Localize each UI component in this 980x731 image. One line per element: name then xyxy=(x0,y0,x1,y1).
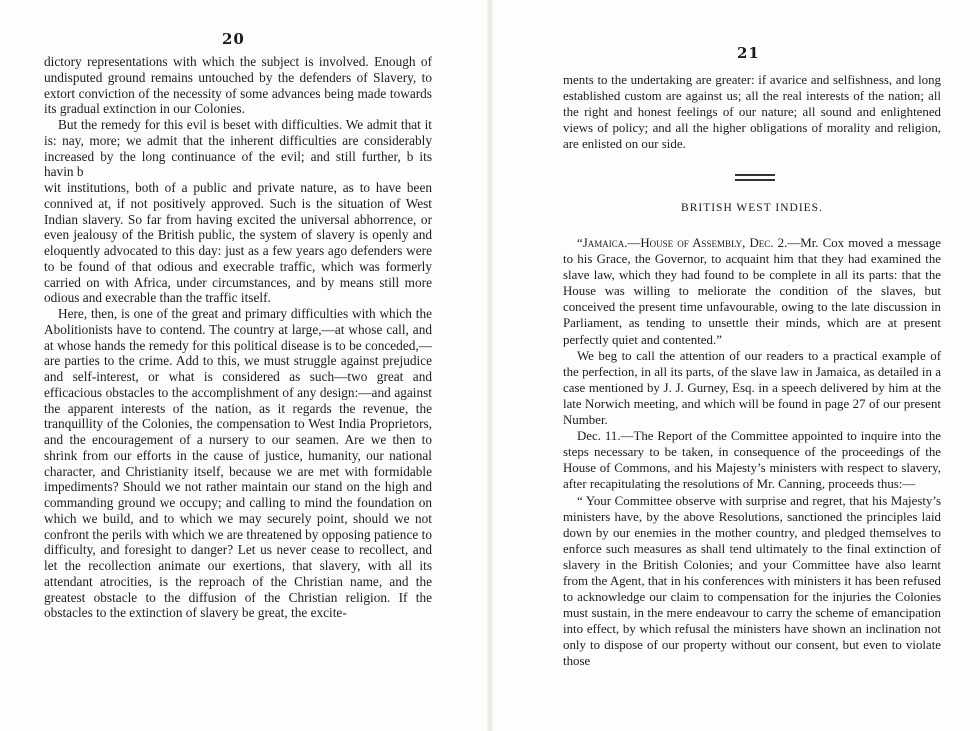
left-paragraph-2: But the remedy for this evil is beset with difficulties. We admit that it is: nay, more; we admit that the inherent difficulties are considerably increased by the long continuance of the evil; and still further, b its havin b xyxy=(44,117,432,180)
quote-paragraph xyxy=(563,235,941,348)
quote-text: —Mr. Cox moved a message to his Grace, the Governor, to acquaint him that they had examined the slave law, which they had found to be complete in all its parts: that the House was willing to meliorate the condition of the slaves, but conceived the present time unfavourable, owing to the late discussion in Parliament, as tending to unsettle their minds, which are at present perfectly quiet and contented.” xyxy=(563,236,941,347)
left-paragraph-4: Here, then, is one of the great and primary difficulties with which the Abolitionists have to contend. The country at large,—at whose call, and at whose hands the remedy for this political disease is to be conceded,—are parties to the crime. Add to this, we must struggle against prejudice and self-interest, or what is considered as such—two great and efficacious obstacles to the accomplishment of any design:—and against the apparent interests of the nation, as it regards the revenue, the tranquillity of the Colonies, the compensation to West India Proprietors, and the encouragement of a nursery to our seamen. Are we then to shrink from our efforts in the cause of justice, humanity, our national character, and Christianity itself, because we are met with formidable impediments? Should we not rather maintain our stand on the high and commanding ground we occupy; and calling to mind the foundation on which we build, and to which we may securely point, should we not confront the perils with which we are threatened by opposing patience to difficulty, and foresight to danger? Let us never cease to recollect, and let the recollection animate our exertions, that slavery, with all its attendant atrocities, is the reproach of the Christian name, and the greatest obstacle to the diffusion of the Christian religion. If the obstacles to the extinction of slavery be great, the excite- xyxy=(44,306,432,621)
right-intro-paragraph: ments to the undertaking are greater: if avarice and selfishness, and long established custom are against us; all the real interests of the nation; all the right and honest feelings of our nature; all sound and enlightened views of policy; and all the higher obligations of morality and religion, are enlisted on our side. xyxy=(563,73,941,152)
right-page-intro xyxy=(563,72,941,152)
quote-lead: “Jamaica.—House of Assembly, Dec. 2. xyxy=(577,236,788,250)
right-page-number: 21 xyxy=(737,44,760,62)
left-paragraph-3: wit institutions, both of a public and private nature, as to have been connived at, if not positively approved. Such is the situation of West Indian slavery. So far from having excited the universal abhorrence, or even jealousy of the British public, the system of slavery is openly and eloquently advocated to this day: just as a few years ago defenders were to be found of that odious and execrable traffic, which was formerly carried on with Africa, under circumstances, and by means still more odious and execrable than the traffic itself. xyxy=(44,180,432,306)
left-paragraph-1: dictory representations with which the subject is involved. Enough of undisputed ground remains untouched by the defenders of Slavery, to extort conviction of the necessity of some advances being made towards its gradual extinction in our Colonies. xyxy=(44,54,432,117)
right-paragraph-3: Dec. 11.—The Report of the Committee appointed to inquire into the steps necessary to be taken, in consequence of the proceedings of the House of Commons, and his Majesty’s ministers with respect to slavery, after recapitulating the resolutions of Mr. Canning, proceeds thus:— xyxy=(563,429,941,492)
right-paragraph-4: “ Your Committee observe with surprise and regret, that his Majesty’s ministers have, by the above Resolutions, sanctioned the principles laid down by our enemies in the mother country, and pledged themselves to enforce such measures as shall tend ultimately to the final extinction of slavery in the British Colonies; and your Committee have also learnt from the Agent, that in his conferences with ministers it has been refused to acknowledge our claim to compensation for the injuries the Colonies must sustain, in the mere endeavour to carry the scheme of emancipation into effect, by which refusal the ministers have shown an inclination not only to dispose of our property without our consent, but even to violate those xyxy=(563,493,941,669)
section-divider xyxy=(735,179,775,181)
left-page-text xyxy=(44,54,432,621)
right-paragraph-2: We beg to call the attention of our readers to a practical example of the perfection, in all its parts, of the slave law in Jamaica, as detailed in a case mentioned by J. J. Gurney, Esq. in a speech delivered by him at the late Norwich meeting, and which will be found in page 27 of our present Number. xyxy=(563,348,941,428)
right-page-body xyxy=(563,235,941,670)
book-gutter xyxy=(487,0,493,731)
section-heading: BRITISH WEST INDIES. xyxy=(681,202,823,214)
left-page-number: 20 xyxy=(222,30,245,48)
section-divider xyxy=(735,174,775,176)
